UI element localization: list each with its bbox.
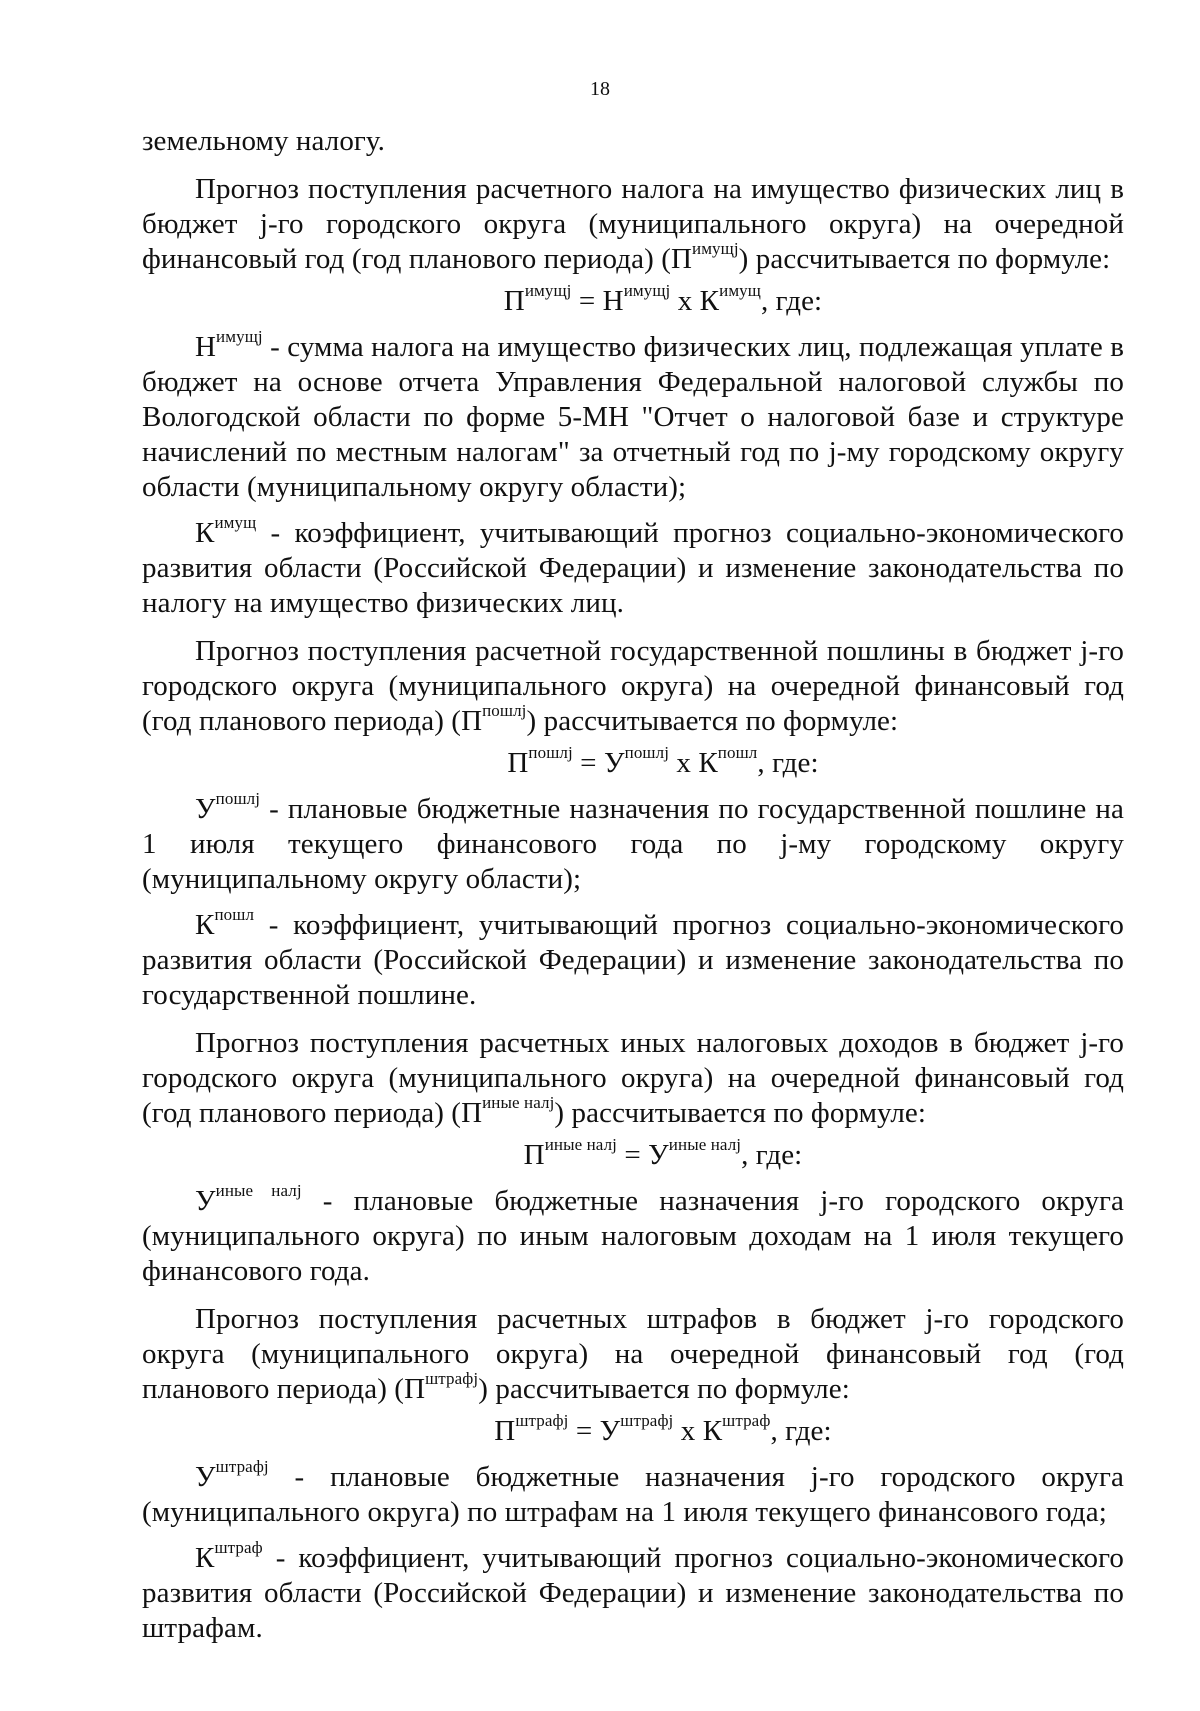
other-lead-text-a: Прогноз поступления расчетных иных налоговых доходов в бюджет j-го городского округа (муниципального округа) на очередной финансовый год (год планового периода) (П <box>142 1027 1124 1129</box>
def-sup: имущ <box>214 513 257 533</box>
formula-operator: х <box>669 747 699 779</box>
def-sup: пошл <box>214 905 255 925</box>
formula-symbol: П <box>507 747 529 779</box>
other-lead-text-b: ) рассчитывается по формуле: <box>554 1097 927 1129</box>
def-symbol: К <box>195 1542 215 1574</box>
other-def-u <box>142 1181 1125 1289</box>
formula-operator: х <box>673 1415 703 1447</box>
duty-lead-text-b: ) рассчитывается по формуле: <box>526 705 899 737</box>
fines-lead-text-b: ) рассчитывается по формуле: <box>478 1373 850 1405</box>
def-text: - плановые бюджетные назначения j-го городского округа (муниципального округа) по иным налоговым доходам на 1 июля текущего финансового года. <box>142 1185 1125 1287</box>
property-lead-sup: имущj <box>692 239 739 259</box>
property-lead-paragraph <box>142 172 1124 277</box>
fines-def-u <box>142 1457 1124 1530</box>
def-sup: штраф <box>214 1538 263 1558</box>
formula-symbol: К <box>702 1415 723 1447</box>
property-lead-text-a: Прогноз поступления расчетного налога на имущество физических лиц в бюджет j-го городского округа (муниципального округа) на очередной финансовый год (год планового периода) (П <box>142 173 1124 275</box>
formula-sup: имущ <box>719 281 761 301</box>
def-text: - коэффициент, учитывающий прогноз социально-экономического развития области (Российской Федерации) и изменение законодательства по государственной пошлине. <box>142 909 1124 1011</box>
formula-operator: = <box>568 1415 600 1447</box>
formula-sup: имущj <box>524 281 572 301</box>
formula-sup: штрафj <box>515 1411 569 1431</box>
duty-lead-paragraph <box>142 634 1124 739</box>
formula-sup: пошлj <box>528 743 573 763</box>
def-text: - сумма налога на имущество физических лиц, подлежащая уплате в бюджет на основе отчета Управления Федеральной налоговой службы по Вологодской области по форме 5-МН "Отчет о налоговой базе и структуре начислений по местным налогам" за отчетный год по j-му городскому округу области (муниципальному округу области); <box>142 331 1124 503</box>
other-lead-paragraph <box>142 1026 1124 1131</box>
def-sup: пошлj <box>215 789 261 809</box>
duty-lead-sup: пошлj <box>482 701 527 721</box>
duty-lead-text-a: Прогноз поступления расчетной государственной пошлины в бюджет j-го городского округа (муниципального округа) на очередной финансовый год (год планового периода) (П <box>142 635 1124 737</box>
other-formula <box>142 1135 1124 1173</box>
formula-sup: пошл <box>717 743 758 763</box>
property-lead-text-b: ) рассчитывается по формуле: <box>738 243 1111 275</box>
formula-symbol: П <box>523 1139 545 1171</box>
fines-def-k <box>142 1538 1124 1646</box>
document-body <box>142 124 1124 1646</box>
def-text: - коэффициент, учитывающий прогноз социально-экономического развития области (Российской Федерации) и изменение законодательства по штрафам. <box>142 1542 1124 1644</box>
duty-def-k <box>142 905 1124 1013</box>
formula-operator: х <box>670 285 700 317</box>
formula-tail: , где: <box>757 747 819 779</box>
formula-symbol: У <box>603 747 625 779</box>
fines-lead-text-a: Прогноз поступления расчетных штрафов в бюджет j-го городского округа (муниципального округа) на очередной финансовый год (год планового периода) (П <box>142 1303 1124 1405</box>
formula-tail: , где: <box>760 285 823 317</box>
def-text: - коэффициент, учитывающий прогноз социально-экономического развития области (Российской Федерации) и изменение законодательства по налогу на имущество физических лиц. <box>142 517 1124 619</box>
def-symbol: У <box>195 793 216 825</box>
formula-symbol: П <box>503 285 525 317</box>
fines-formula <box>142 1411 1124 1449</box>
fines-lead-sup: штрафj <box>425 1369 479 1389</box>
formula-tail: , где: <box>741 1139 803 1171</box>
formula-operator: = <box>617 1139 649 1171</box>
duty-def-u <box>142 789 1124 897</box>
formula-sup: имущj <box>623 281 671 301</box>
def-text: - плановые бюджетные назначения по государственной пошлине на 1 июля текущего финансового года по j-му городскому округу (муниципальному округу области); <box>142 793 1124 895</box>
def-sup: иные налj <box>215 1181 302 1201</box>
property-formula <box>142 281 1124 319</box>
def-sup: имущj <box>216 327 263 347</box>
formula-sup: иные налj <box>544 1135 617 1155</box>
formula-sup: штрафj <box>620 1411 674 1431</box>
def-symbol: К <box>195 517 215 549</box>
property-def-n <box>142 327 1124 505</box>
def-symbol: К <box>195 909 215 941</box>
property-def-k <box>142 513 1124 621</box>
formula-operator: = <box>571 285 603 317</box>
formula-sup: иные налj <box>668 1135 742 1155</box>
formula-symbol: К <box>698 747 718 779</box>
formula-tail: , где: <box>770 1415 832 1447</box>
intro-tail: земельному налогу. <box>142 125 385 157</box>
formula-symbol: Н <box>602 285 624 317</box>
formula-symbol: К <box>699 285 720 317</box>
formula-symbol: У <box>599 1415 621 1447</box>
def-symbol: У <box>195 1461 216 1493</box>
def-symbol: Н <box>195 331 217 363</box>
fines-lead-paragraph <box>142 1302 1124 1407</box>
page-number: 18 <box>590 78 610 100</box>
formula-operator: = <box>572 747 604 779</box>
def-symbol: У <box>195 1185 216 1217</box>
formula-sup: пошлj <box>624 743 670 763</box>
def-sup: штрафj <box>215 1457 269 1477</box>
duty-formula <box>142 743 1124 781</box>
formula-symbol: У <box>648 1139 669 1171</box>
formula-sup: штраф <box>722 1411 771 1431</box>
def-text: - плановые бюджетные назначения j-го городского округа (муниципального округа) по штрафам на 1 июля текущего финансового года; <box>142 1461 1124 1528</box>
other-lead-sup: иные налj <box>482 1093 555 1113</box>
formula-symbol: П <box>494 1415 516 1447</box>
